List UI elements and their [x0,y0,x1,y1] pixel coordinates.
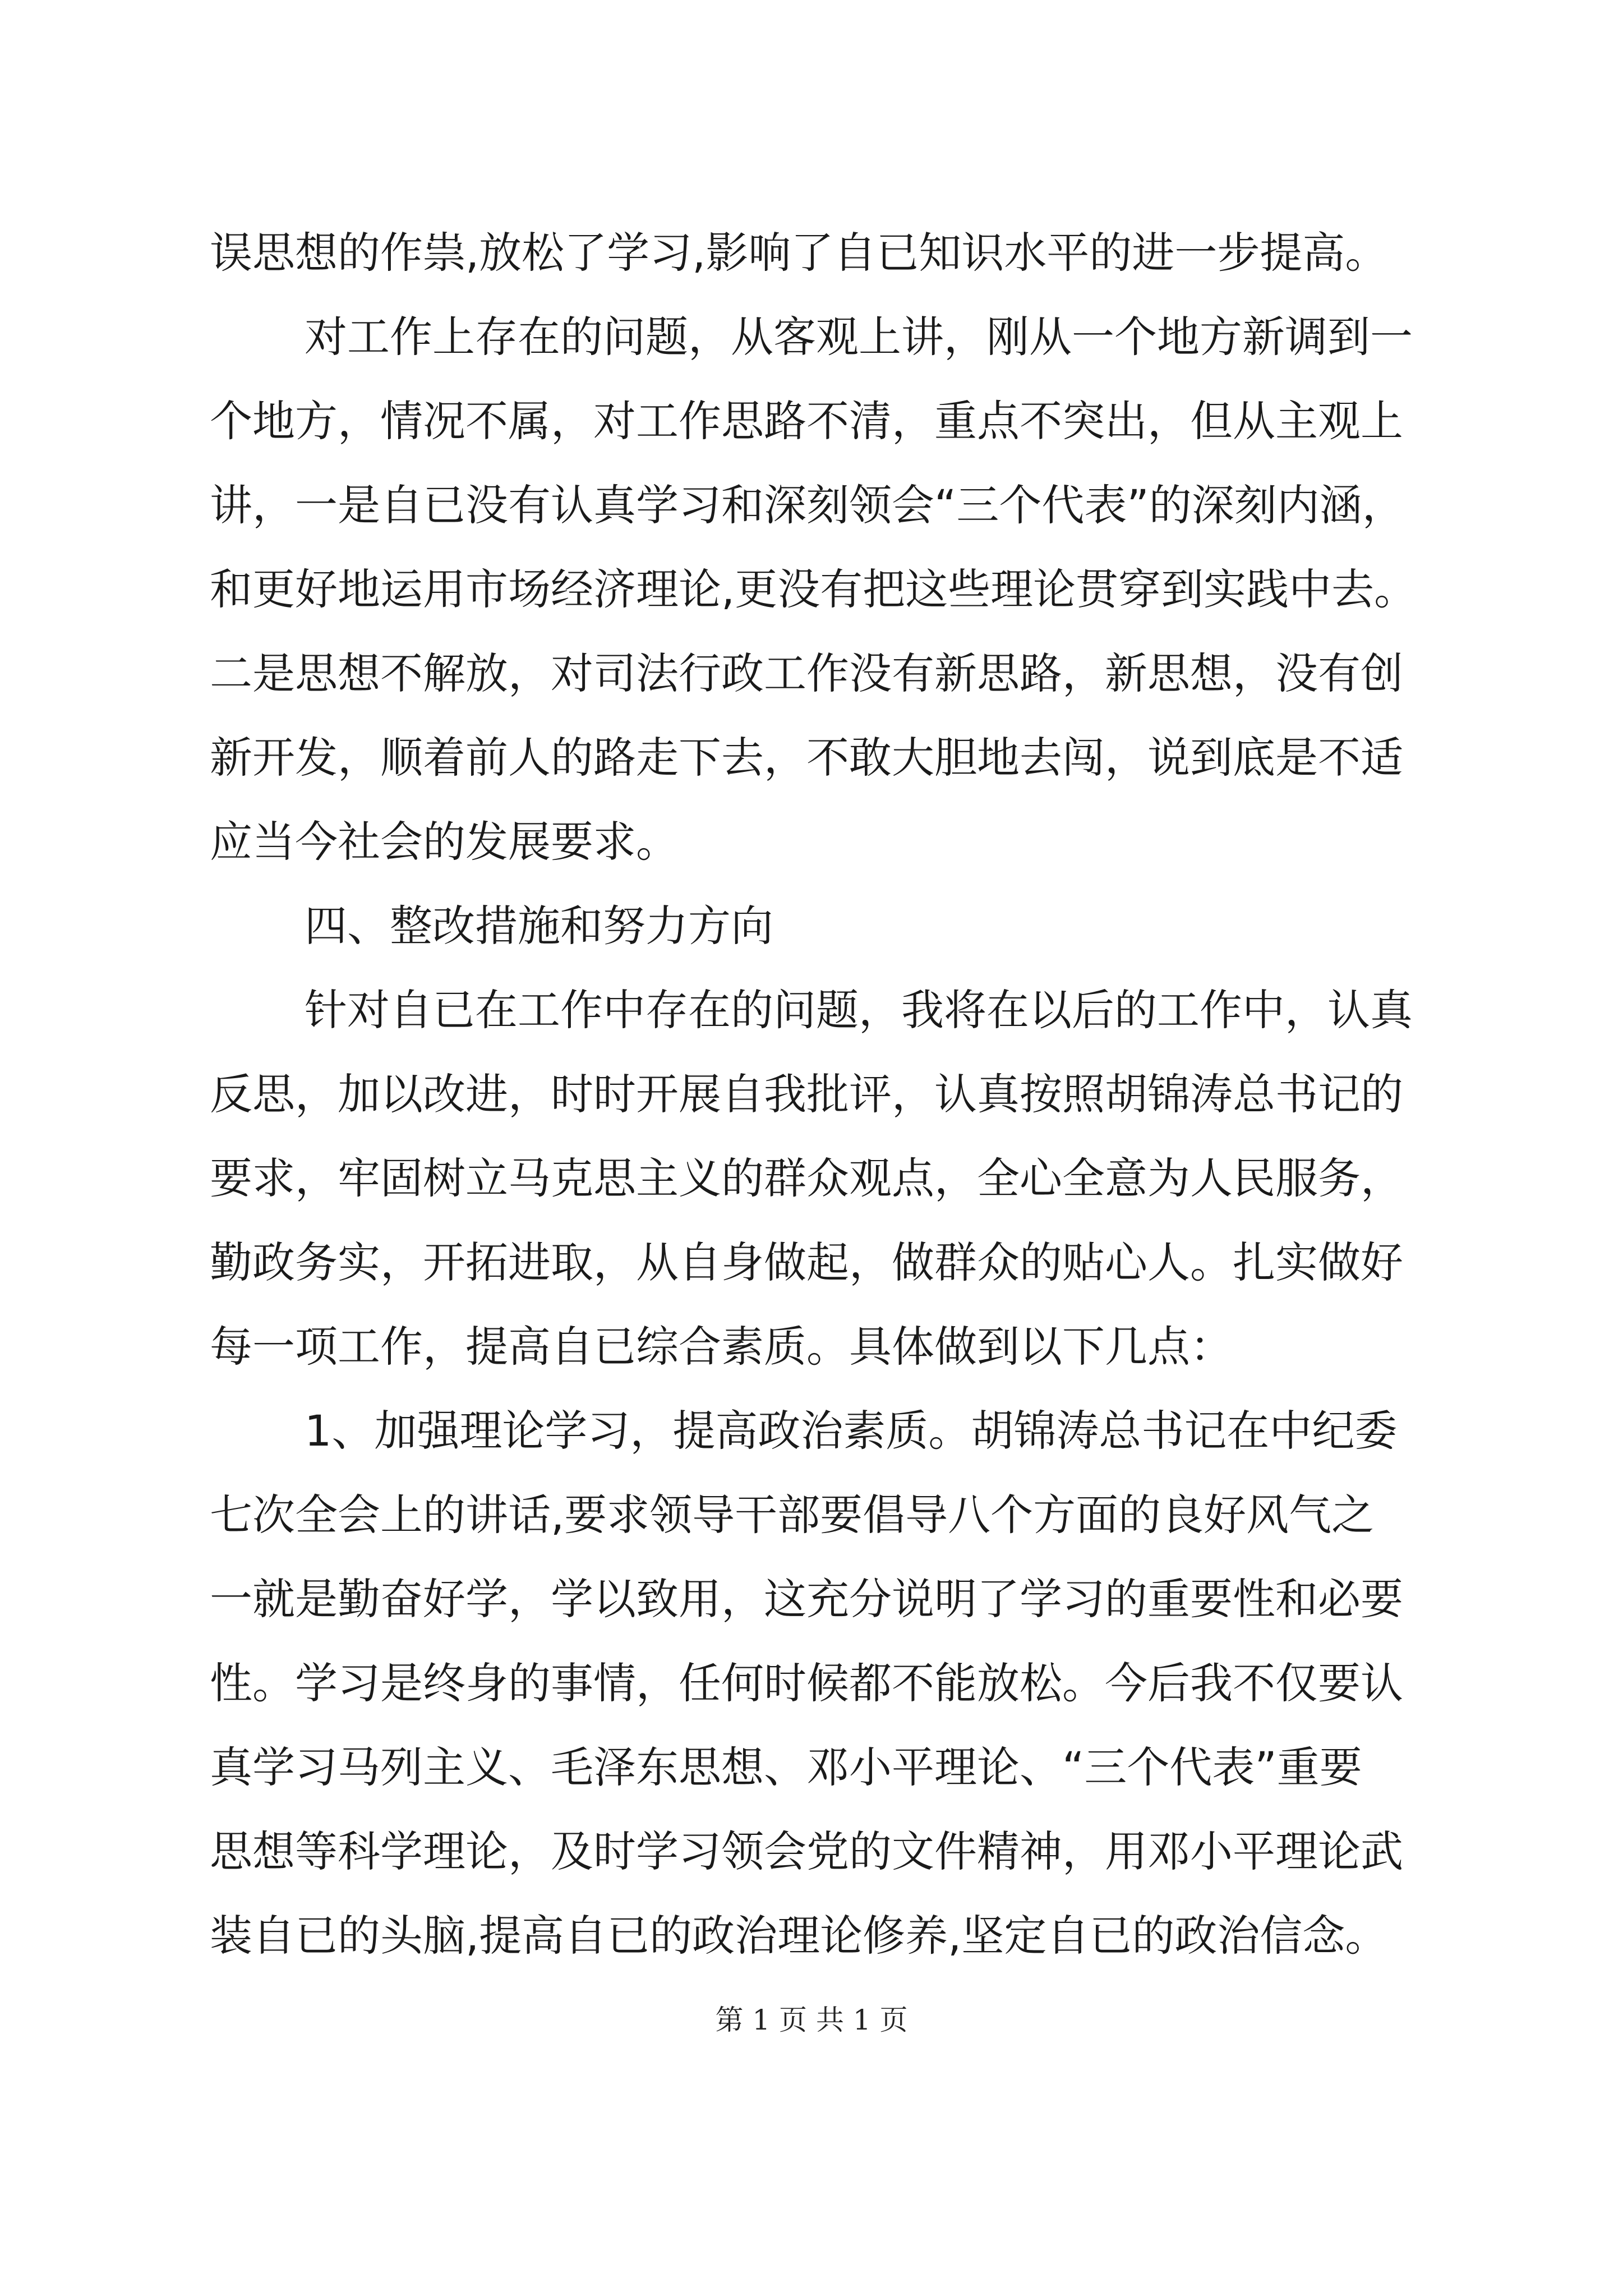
page-footer: 第 1 页 共 1 页 [715,2004,908,2036]
text-line: 1、加强理论学习，提高政治素质。胡锦涛总书记在中纪委 [305,1406,1398,1456]
text-line: 个地方，情况不属，对工作思路不清，重点不突出，但从主观上 [210,396,1403,446]
text-line: 每一项工作，提高自已综合素质。具体做到以下几点： [210,1322,1233,1372]
text-line: 新开发，顺着前人的路走下去，不敢大胆地去闯，说到底是不适 [210,733,1403,783]
text-line: 真学习马列主义、毛泽东思想、邓小平理论、“三个代表”重要 [210,1742,1362,1792]
text-line: 误思想的作祟,放松了学习,影响了自已知识水平的进一步提高。 [210,228,1388,278]
text-line: 思想等科学理论，及时学习领会党的文件精神，用邓小平理论武 [210,1826,1403,1876]
text-line: 针对自已在工作中存在的问题，我将在以后的工作中，认真 [305,985,1413,1035]
text-line: 讲，一是自已没有认真学习和深刻领会“三个代表”的深刻内涵， [210,480,1405,530]
section-heading: 四、整改措施和努力方向 [305,901,773,951]
text-line: 和更好地运用市场经济理论,更没有把这些理论贯穿到实践中去。 [210,564,1417,614]
text-line: 应当今社会的发展要求。 [210,817,679,867]
text-line: 一就是勤奋好学，学以致用，这充分说明了学习的重要性和必要 [210,1574,1403,1624]
text-line: 要求，牢固树立马克思主义的群众观点，全心全意为人民服务， [210,1153,1403,1203]
text-line: 二是思想不解放，对司法行政工作没有新思路，新思想，没有创 [210,648,1403,698]
text-line: 性。学习是终身的事情，任何时候都不能放松。今后我不仅要认 [210,1658,1403,1708]
text-line: 七次全会上的讲话,要求领导干部要倡导八个方面的良好风气之 [210,1490,1375,1540]
text-line: 对工作上存在的问题，从客观上讲，刚从一个地方新调到一 [305,312,1413,362]
text-line: 反思，加以改进，时时开展自我批评，认真按照胡锦涛总书记的 [210,1069,1403,1119]
text-line: 装自已的头脑,提高自已的政治理论修养,坚定自已的政治信念。 [210,1911,1388,1961]
text-line: 勤政务实，开拓进取，从自身做起，做群众的贴心人。扎实做好 [210,1237,1403,1287]
